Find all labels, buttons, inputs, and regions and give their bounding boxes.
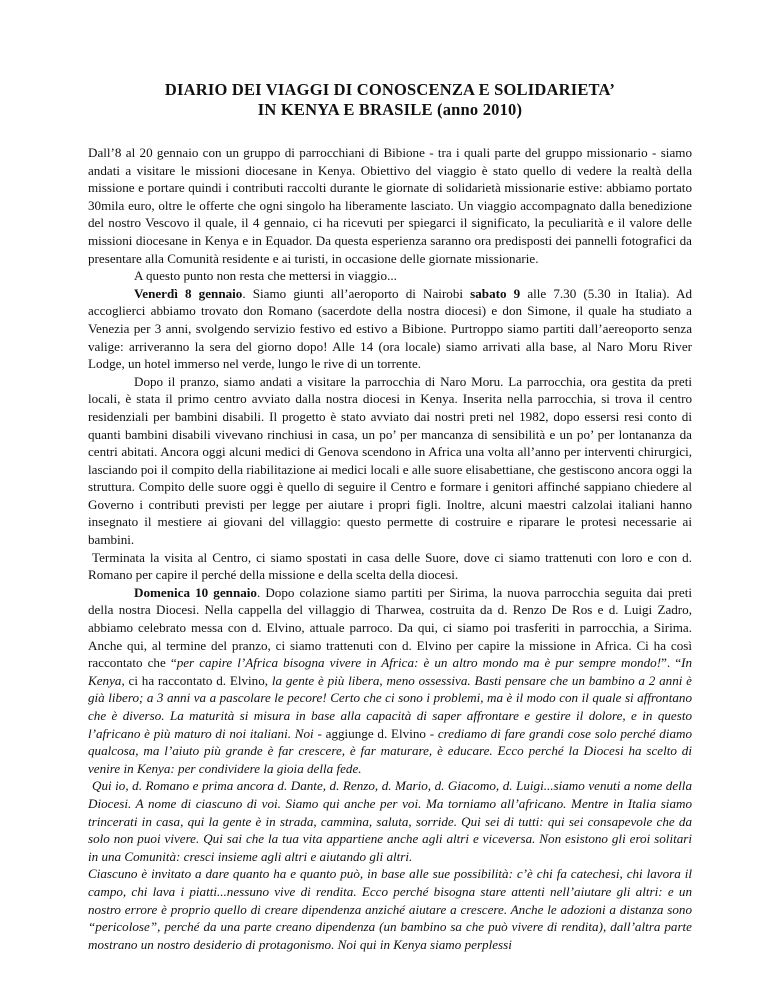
quote-gente: la gente è più libera, meno ossessiva. Basti pensare che un bambino a 2 anni è già libero; a 3 anni va a pascolare le pecore! Certo che ci sono i problemi, ma è il modo con il quale si affrontano che è diverso. La maturità si misura in base alla capacità di saper affrontare e gestire il dolore, e in questo l’africano è più maturo di noi italiani. Noi [88, 672, 692, 741]
text-venerdi-2: alle 7.30 (5.30 in Italia). Ad accoglierci abbiamo trovato don Romano (sacerdote della nostra diocesi) e don Simone, il quale ha studiato a Venezia per 3 anni, svolgendo servizio festivo ed estivo a Bibione. Purtroppo siamo partiti dall’aereoporto senza valige: arriveranno la sera del giorno dopo! Alle 14 (ora locale) siamo arrivati alla base, al Naro Moru River Lodge, un hotel immerso nel verde, lungo le rive di un torrente. [88, 285, 693, 372]
paragraph-venerdi [88, 285, 692, 373]
date-domenica: Domenica 10 gennaio [134, 584, 257, 600]
quote-crescere: crediamo di fare grandi cose solo perché diamo qualcosa, ma l’aiuto più grande è far crescere, è far maturare, è educare. Ecco perché la Diocesi ha scelto di venire in Kenya: per condividere la gioia della fede. [88, 725, 693, 776]
quote-africa: per capire l’Africa bisogna vivere in Africa: è un altro mondo ma è pur sempre mondo! [176, 655, 662, 671]
document-title [88, 80, 692, 120]
paragraph-qui-io: Qui io, d. Romano e prima ancora d. Dante, d. Renzo, d. Mario, d. Giacomo, d. Luigi...siamo venuti a nome della Diocesi. A nome di ciascuno di voi. Siamo qui anche per voi. Ma torniamo all’africano. Mentre in Italia siamo trincerati in casa, qui la gente è in strada, cammina, saluta, sorride. Qui sei di tutti: qui sei consapevole che da solo non puoi vivere. Qui sai che la tua vita appartiene anche agli altri e viceversa. Non esistono gli eroi solitari in una Comunità: cresci insieme agli altri e aiutando gli altri. [88, 778, 692, 864]
text-domenica-4: - aggiunge d. Elvino - [313, 725, 438, 741]
document-page [88, 80, 692, 953]
text-domenica-2: ”. “ [661, 655, 682, 671]
quote-kenya: In Kenya [88, 655, 692, 688]
paragraph-domenica [88, 584, 692, 778]
date-venerdi: Venerdì 8 gennaio [134, 285, 243, 301]
title-line-1: DIARIO DEI VIAGGI DI CONOSCENZA E SOLIDARIETA’ [164, 80, 616, 99]
paragraph-intro: Dall’8 al 20 gennaio con un gruppo di parrocchiani di Bibione - tra i quali parte del gruppo missionario - siamo andati a visitare le missioni diocesane in Kenya. Obiettivo del viaggio è stato quello di vedere la realtà della missione e portare quindi i contributi raccolti durante le giornate di solidarietà missionarie estive: abbiamo portato 30mila euro, oltre le offerte che ogni singolo ha liberamente lasciato. Un viaggio accompagnato dalla benedizione del nostro Vescovo il quale, il 4 gennaio, ci ha ricevuti per spiegarci il significato, la peculiarità e il valore delle missioni diocesane in Kenya e in Equador. Da questa esperienza saranno ora predisposti dei pannelli fotografici da presentare alla Comunità residente e ai turisti, in occasione delle giornate missionarie. [88, 145, 692, 266]
title-line-2: IN KENYA E BRASILE (anno 2010) [257, 100, 523, 119]
text-domenica-3: , ci ha raccontato d. Elvino, [121, 672, 272, 688]
paragraph-centro: Terminata la visita al Centro, ci siamo spostati in casa delle Suore, dove ci siamo trattenuti con loro e con d. Romano per capire il perché della missione e della scelta della diocesi. [88, 549, 692, 583]
paragraph-naro-moru: Dopo il pranzo, siamo andati a visitare la parrocchia di Naro Moru. La parrocchia, ora gestita da preti locali, è stata il primo centro avviato dalla nostra diocesi in Kenya. Inserita nella parrocchia, si trova il centro residenziali per bambini disabili. Il progetto è stato avviato dai nostri preti nel 1982, dopo essersi resi conto di quanti bambini disabili vivevano rinchiusi in casa, un po’ per mancanza di sensibilità e un po’ per lontananza da centri abitati. Ancora oggi alcuni medici di Genova scendono in Africa una volta all’anno per interventi chirurgici, lasciando poi il compito della riabilitazione ai medici locali e alle suore elisabettiane, che gestiscono ancora oggi la struttura. Compito delle suore oggi è quello di seguire il Centro e formare i genitori affinché sappiano chiedere al Governo i contributi previsti per legge per aiutare i propri figli. Inoltre, alcuni maestri calzolai italiani hanno insegnato il mestiere ai giovani del villaggio: questo permette di costruire e riparare le protesi necessarie ai bambini. [88, 373, 692, 548]
date-sabato: sabato 9 [470, 285, 521, 301]
paragraph-ciascuno: Ciascuno è invitato a dare quanto ha e quanto può, in base alle sue possibilità: c’è chi fa catechesi, chi lavora il campo, chi lava i piatti...nessuno vive di rendita. Ecco perché bisogna stare attenti nell’aiutare gli altri: e un nostro errore è proprio quello di creare dipendenza anziché aiutare a crescere. Anche le adozioni a distanza sono “pericolose”, perché da una parte creano dipendenza (un bambino sa che può vivere di rendita), dall’altra parte mostrano un nostro desiderio di protagonismo. Noi qui in Kenya siamo perplessi [88, 866, 692, 952]
text-domenica-1: . Dopo colazione siamo partiti per Sirima, la nuova parrocchia seguita dai preti della nostra Diocesi. Nella cappella del villaggio di Tharwea, costruita da d. Renzo De Ros e d. Luigi Zadro, abbiamo celebrato messa con d. Elvino, attuale parroco. Da qui, ci siamo poi trasferiti in parrocchia, a Sirima. Anche qui, al termine del pranzo, ci siamo trattenuti con d. Elvino per capire la missione in Africa. Ci ha così raccontato che “ [88, 584, 693, 671]
text-venerdi-1: . Siamo giunti all’aeroporto di Nairobi [242, 285, 471, 301]
paragraph-transition: A questo punto non resta che mettersi in viaggio... [134, 268, 397, 284]
